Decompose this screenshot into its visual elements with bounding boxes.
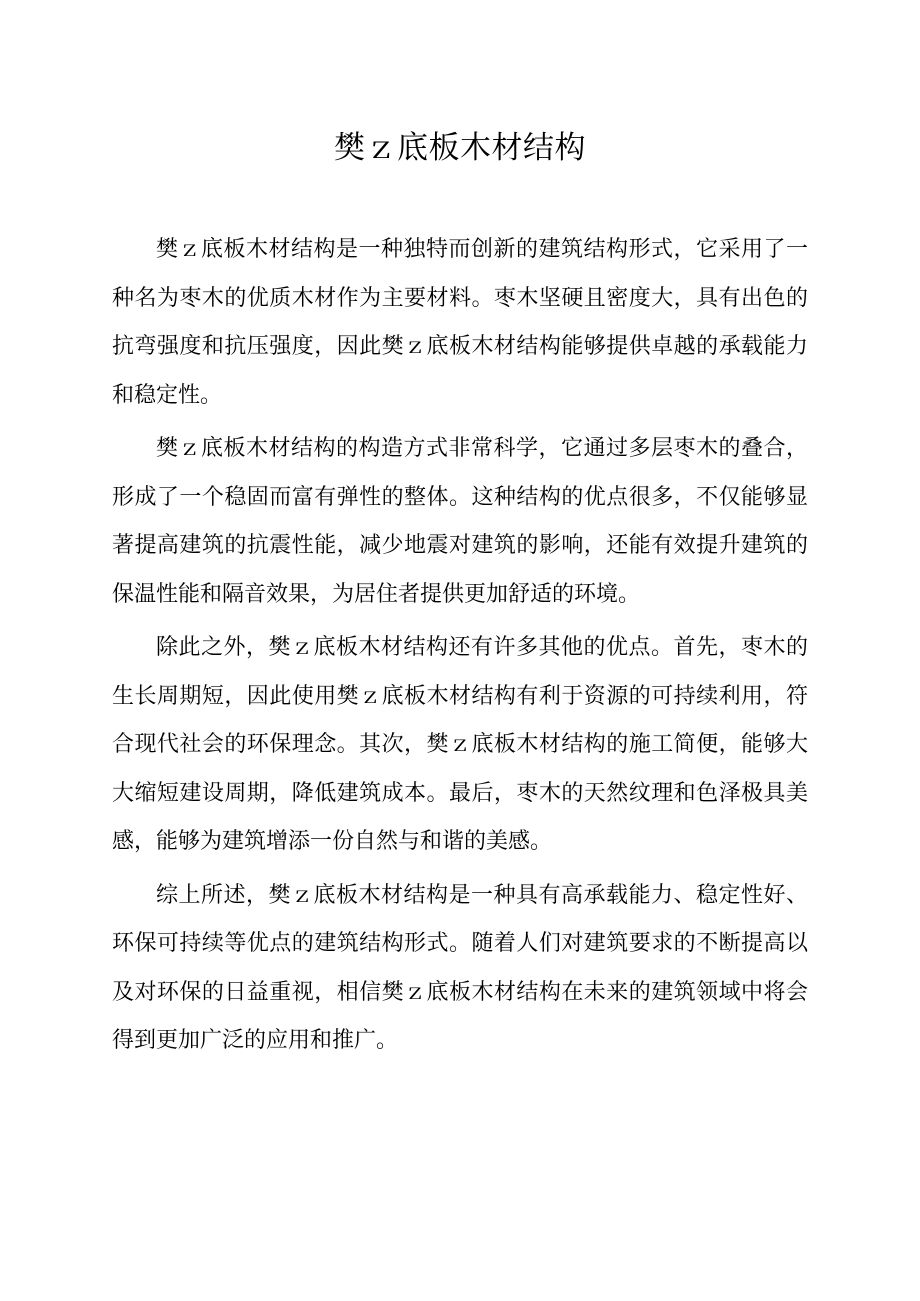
document-body (112, 226, 808, 1071)
paragraph-conclusion: 综上所述，樊ｚ底板木材结构是一种具有高承载能力、稳定性好、环保可持续等优点的建筑结构形式。随着人们对建筑要求的不断提高以及对环保的日益重视，相信樊ｚ底板木材结构在未来的建筑领域中将会得到更加广泛的应用和推广。 (112, 882, 808, 1053)
paragraph-advantages: 除此之外，樊ｚ底板木材结构还有许多其他的优点。首先，枣木的生长周期短，因此使用樊ｚ底板木材结构有利于资源的可持续利用，符合现代社会的环保理念。其次，樊ｚ底板木材结构的施工简便，能够大大缩短建设周期，降低建筑成本。最后，枣木的天然纹理和色泽极具美感，能够为建筑增添一份自然与和谐的美感。 (112, 635, 808, 854)
paragraph-construction: 樊ｚ底板木材结构的构造方式非常科学，它通过多层枣木的叠合，形成了一个稳固而富有弹性的整体。这种结构的优点很多，不仅能够显著提高建筑的抗震性能，减少地震对建筑的影响，还能有效提升建筑的保温性能和隔音效果，为居住者提供更加舒适的环境。 (112, 436, 808, 607)
document-title: 樊ｚ底板木材结构 (334, 130, 586, 166)
paragraph-intro: 樊ｚ底板木材结构是一种独特而创新的建筑结构形式，它采用了一种名为枣木的优质木材作为主要材料。枣木坚硬且密度大，具有出色的抗弯强度和抗压强度，因此樊ｚ底板木材结构能够提供卓越的承载能力和稳定性。 (112, 237, 808, 408)
